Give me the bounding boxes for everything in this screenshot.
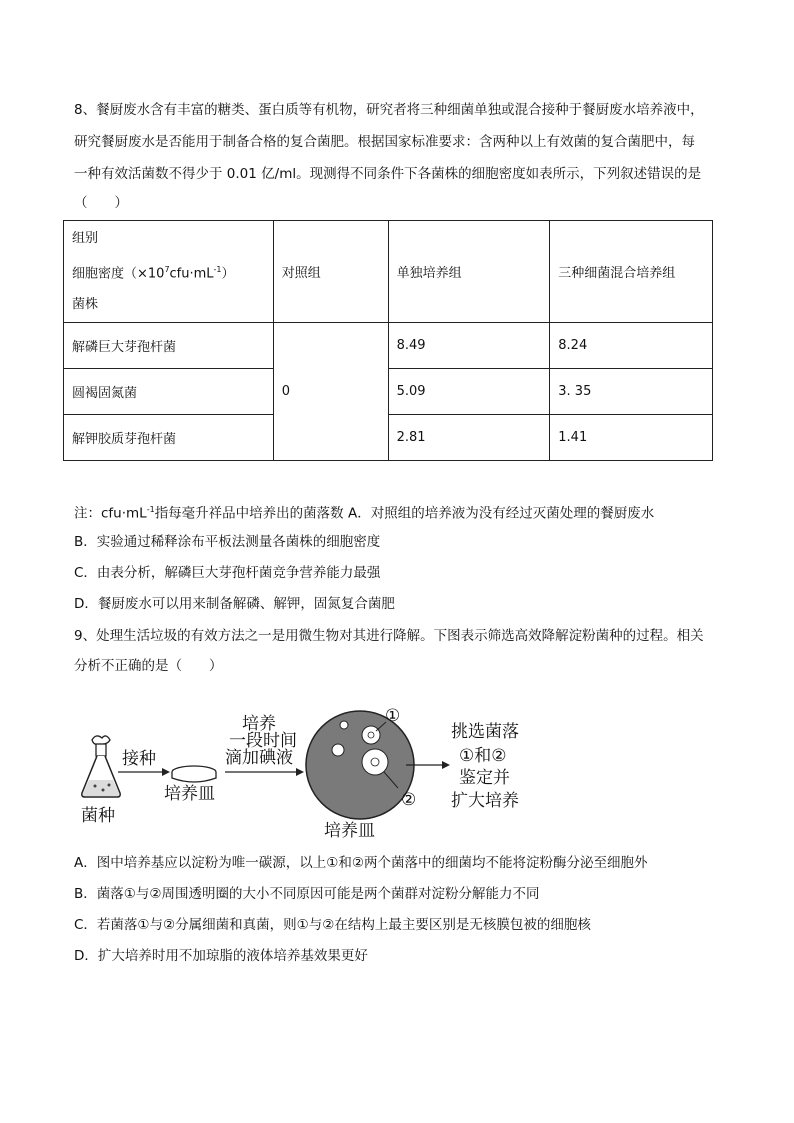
q9-option-b: B．菌落①与②周围透明圈的大小不同原因可能是两个菌群对淀粉分解能力不同 [74,886,540,902]
table-row [64,415,713,461]
q8-stem-line3: 一种有效活菌数不得少于 0.01 亿/ml。现测得不同条件下各菌株的细胞密度如表所示，下列叙述错误的是 [74,166,702,182]
col-header-mixed: 三种细菌混合培养组 [550,221,713,323]
q8-note-and-option-a: 注：$cfu\cdot mL^{-1}$指每毫升祥品中培养出的菌落数 A．对照组的培养液为没有经过灭菌处理的餐厨废水 [74,505,655,522]
single-value-cell: 8.49 [388,323,550,369]
dish-2-label: 培养皿 [324,821,375,841]
col-header-single: 单独培养组 [388,221,550,323]
pick-label-3: 鉴定并 [459,768,510,788]
colony-1-mark: ① [385,706,401,726]
screening-process-figure [70,700,540,845]
q8-stem-line2: 研究餐厨废水是否能用于制备合格的复合菌肥。根据国家标准要求：含两种以上有效菌的复合菌肥中，每 [74,134,695,150]
corner-strain-label: 菌株 [72,297,99,313]
q8-option-d: D．餐厨废水可以用来制备解磷、解钾，固氮复合菌肥 [74,596,395,612]
flask-icon [82,736,120,797]
petri-dish-icon [172,766,216,782]
q8-option-b: B．实验通过稀释涂布平板法测量各菌株的细胞密度 [74,534,381,550]
culture-label-2: 一段时间 [229,731,297,751]
single-value-cell: 2.81 [388,415,550,461]
cell-density-table [63,220,713,461]
table-row [64,369,713,415]
corner-group-label: 组别 [72,230,99,246]
table-header-row [64,221,713,323]
stained-petri-dish [306,711,417,819]
table-row [64,323,713,369]
col-header-control: 对照组 [273,221,388,323]
q9-option-a: A．图中培养基应以淀粉为唯一碳源，以上①和②两个菌落中的细菌均不能将淀粉酶分泌至细胞外 [74,855,648,871]
q9-stem-line2: 分析不正确的是（ ） [74,658,223,674]
q8-option-c: C．由表分析，解磷巨大芽孢杆菌竞争营养能力最强 [74,565,381,581]
strain-cell: 解钾胶质芽孢杆菌 [64,415,274,461]
strain-cell: 解磷巨大芽孢杆菌 [64,323,274,369]
strain-label: 菌种 [81,806,115,826]
colony-2-mark: ② [401,790,417,810]
control-value-cell: 0 [273,323,388,461]
q8-stem-line1: 8、餐厨废水含有丰富的糖类、蛋白质等有机物，研究者将三种细菌单独或混合接种于餐厨废水培养液中， [74,102,704,118]
q9-stem-line1: 9、处理生活垃圾的有效方法之一是用微生物对其进行降解。下图表示筛选高效降解淀粉菌种的过程。相关 [74,628,704,644]
dish-label: 培养皿 [164,784,215,804]
culture-label-1: 培养 [242,714,276,734]
strain-cell: 圆褐固氮菌 [64,369,274,415]
q9-option-c: C．若菌落①与②分属细菌和真菌，则①与②在结构上最主要区别是无核膜包被的细胞核 [74,917,591,933]
mixed-value-cell: 8.24 [550,323,713,369]
q9-option-d: D．扩大培养时用不加琼脂的液体培养基效果更好 [74,948,368,964]
table-corner-header [64,221,274,323]
culture-label-3: 滴加碘液 [225,748,293,768]
q8-stem-blank: （ ） [74,195,128,211]
inoculate-label: 接种 [122,749,156,769]
pick-label-2: ①和② [459,746,507,766]
mixed-value-cell: 1.41 [550,415,713,461]
mixed-value-cell: 3. 35 [550,369,713,415]
single-value-cell: 5.09 [388,369,550,415]
pick-label-4: 扩大培养 [451,791,519,811]
pick-label-1: 挑选菌落 [451,722,519,742]
corner-density-label: 细胞密度$(\times 10^7cfu\cdot mL^{-1})$ [72,264,235,282]
